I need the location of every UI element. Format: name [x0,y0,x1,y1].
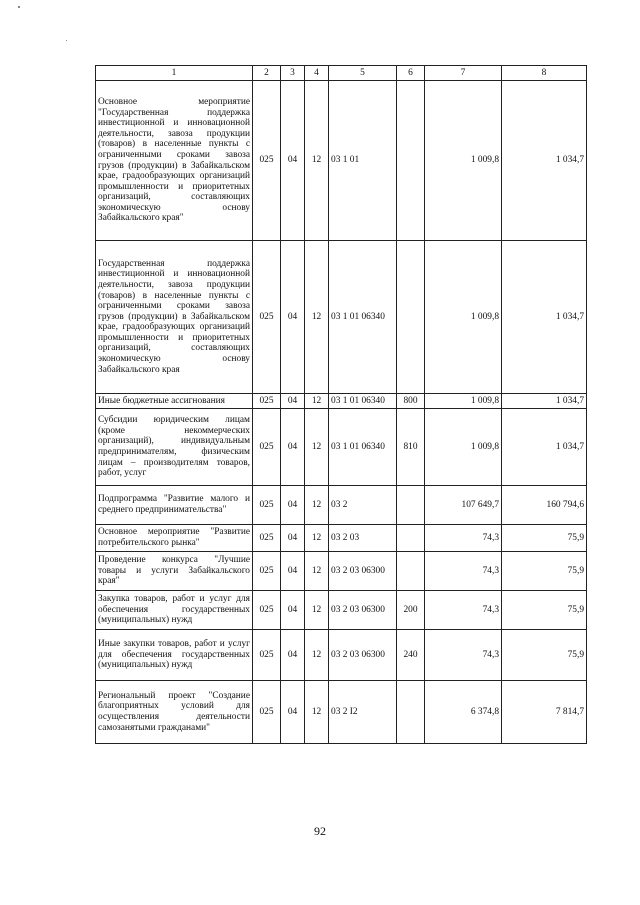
column-header: 7 [425,66,502,81]
table-row [96,591,587,630]
row-sum-1: 1 009,8 [425,394,502,409]
row-sum-1: 1 009,8 [425,241,502,394]
row-grbs: 025 [253,552,281,591]
row-rz: 04 [281,241,305,394]
table-row [96,525,587,552]
row-pr: 12 [305,81,329,241]
table-row [96,241,587,394]
row-csr: 03 2 03 [329,525,397,552]
row-vr: 200 [397,591,425,630]
column-header: 5 [329,66,397,81]
column-header: 6 [397,66,425,81]
row-name: Государственная поддержка инвестиционной и инновационной деятельности, завоза продукции (товаров) в населенные пункты с ограниченными сроками завоза грузов (продукции) в Забайкальском крае, градообразующих организаций промышленности и приоритетных организаций, составляющих экономическую основу Забайкальского края [96,241,253,394]
row-name: Субсидии юридическим лицам (кроме некоммерческих организаций), индивидуальным предпринимателям, физическим лицам – производителям товаров, работ, услуг [96,409,253,486]
row-vr: 810 [397,409,425,486]
table-row [96,81,587,241]
row-grbs: 025 [253,486,281,525]
row-name: Иные бюджетные ассигнования [96,394,253,409]
row-csr: 03 2 03 06300 [329,591,397,630]
scan-speck [66,40,67,41]
table-row [96,394,587,409]
row-sum-1: 74,3 [425,552,502,591]
row-sum-1: 6 374,8 [425,681,502,744]
column-header: 3 [281,66,305,81]
row-rz: 04 [281,409,305,486]
row-vr [397,681,425,744]
row-rz: 04 [281,630,305,681]
row-sum-2: 1 034,7 [502,394,587,409]
table-row [96,486,587,525]
row-name: Подпрограмма "Развитие малого и среднего предпринимательства" [96,486,253,525]
row-rz: 04 [281,591,305,630]
row-name: Проведение конкурса "Лучшие товары и услуги Забайкальского края" [96,552,253,591]
row-pr: 12 [305,681,329,744]
row-sum-2: 1 034,7 [502,409,587,486]
row-csr: 03 1 01 06340 [329,409,397,486]
row-csr: 03 2 I2 [329,681,397,744]
row-sum-2: 75,9 [502,525,587,552]
page-number: 92 [314,824,326,838]
row-grbs: 025 [253,630,281,681]
scan-speck [18,6,20,8]
row-pr: 12 [305,525,329,552]
row-csr: 03 1 01 06340 [329,241,397,394]
table-row [96,681,587,744]
table-row [96,630,587,681]
row-sum-1: 74,3 [425,525,502,552]
row-pr: 12 [305,241,329,394]
row-csr: 03 2 03 06300 [329,552,397,591]
column-header: 4 [305,66,329,81]
row-vr [397,525,425,552]
row-vr [397,486,425,525]
row-pr: 12 [305,409,329,486]
row-pr: 12 [305,630,329,681]
table-row [96,552,587,591]
row-vr [397,552,425,591]
row-sum-1: 74,3 [425,591,502,630]
row-vr [397,81,425,241]
table-header-row [96,66,587,81]
row-rz: 04 [281,81,305,241]
row-pr: 12 [305,486,329,525]
row-name: Основное мероприятие "Развитие потребительского рынка" [96,525,253,552]
row-pr: 12 [305,552,329,591]
row-sum-1: 107 649,7 [425,486,502,525]
row-csr: 03 1 01 [329,81,397,241]
row-csr: 03 2 [329,486,397,525]
row-grbs: 025 [253,394,281,409]
budget-table [95,65,587,744]
row-name: Закупка товаров, работ и услуг для обеспечения государственных (муниципальных) нужд [96,591,253,630]
row-csr: 03 2 03 06300 [329,630,397,681]
row-vr: 800 [397,394,425,409]
row-grbs: 025 [253,241,281,394]
row-sum-2: 7 814,7 [502,681,587,744]
row-rz: 04 [281,525,305,552]
row-sum-1: 74,3 [425,630,502,681]
column-header: 2 [253,66,281,81]
row-rz: 04 [281,552,305,591]
row-pr: 12 [305,394,329,409]
row-rz: 04 [281,394,305,409]
column-header: 8 [502,66,587,81]
table-row [96,409,587,486]
row-grbs: 025 [253,681,281,744]
row-sum-1: 1 009,8 [425,81,502,241]
row-csr: 03 1 01 06340 [329,394,397,409]
row-name: Региональный проект "Создание благоприятных условий для осуществления деятельности самозанятыми гражданами" [96,681,253,744]
row-sum-2: 1 034,7 [502,81,587,241]
row-name: Иные закупки товаров, работ и услуг для обеспечения государственных (муниципальных) нужд [96,630,253,681]
row-grbs: 025 [253,525,281,552]
row-rz: 04 [281,681,305,744]
row-grbs: 025 [253,591,281,630]
row-sum-2: 75,9 [502,630,587,681]
table-body [96,81,587,744]
row-rz: 04 [281,486,305,525]
row-grbs: 025 [253,409,281,486]
row-pr: 12 [305,591,329,630]
row-vr: 240 [397,630,425,681]
row-name: Основное мероприятие "Государственная поддержка инвестиционной и инновационной деятельности, завоза продукции (товаров) в населенные пункты с ограниченными сроками завоза грузов (продукции) в Забайкальском крае, градообразующих организаций промышленности и приоритетных организаций, составляющих экономическую основу Забайкальского края" [96,81,253,241]
row-vr [397,241,425,394]
row-sum-2: 1 034,7 [502,241,587,394]
row-sum-1: 1 009,8 [425,409,502,486]
row-sum-2: 75,9 [502,591,587,630]
row-sum-2: 160 794,6 [502,486,587,525]
row-grbs: 025 [253,81,281,241]
column-header: 1 [96,66,253,81]
row-sum-2: 75,9 [502,552,587,591]
